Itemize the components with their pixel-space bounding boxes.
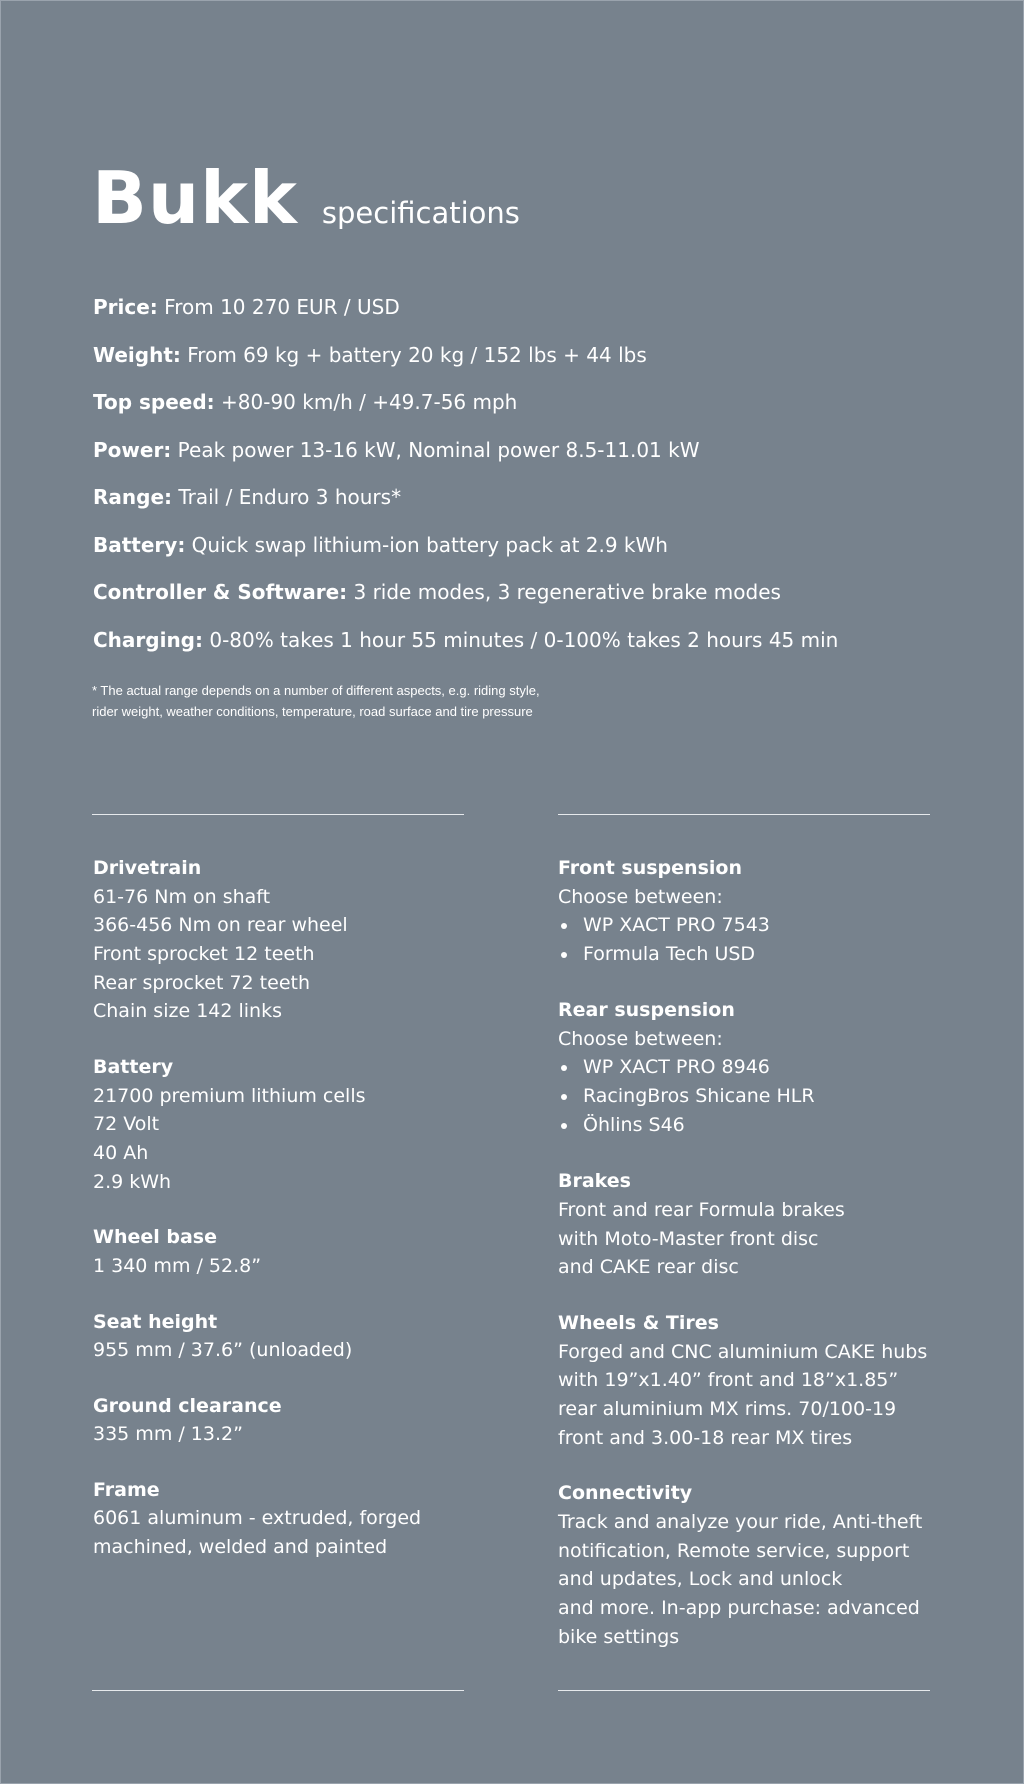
spec-charging [93, 625, 973, 673]
block-line: 2.9 kWh [93, 1170, 172, 1193]
spec-power [93, 435, 973, 483]
rear-suspension-block [558, 996, 958, 1140]
wheel-base-block [93, 1223, 493, 1280]
battery-block [93, 1053, 493, 1196]
block-line: 6061 aluminum - extruded, forged [93, 1507, 422, 1530]
ground-clearance-block [93, 1392, 493, 1449]
block-title: Drivetrain [93, 857, 202, 879]
wheels-tires-block [558, 1309, 958, 1452]
block-line: Front and rear Formula brakes [558, 1198, 845, 1221]
block-line: 72 Volt [93, 1113, 160, 1136]
block-title: Seat height [93, 1310, 218, 1333]
front-suspension-block [558, 854, 958, 969]
spec-weight [93, 340, 973, 388]
spec-top-speed [93, 387, 973, 435]
block-line: Chain size 142 links [93, 1000, 282, 1023]
frame-block [93, 1476, 493, 1562]
block-title: Battery [93, 1056, 174, 1079]
block-line: and more. In-app purchase: advanced [558, 1596, 920, 1619]
block-title: Wheel base [93, 1226, 218, 1249]
block-title: Frame [93, 1478, 160, 1501]
spec-label: Price: [93, 295, 158, 319]
seat-height-block [93, 1308, 493, 1365]
option-item: Formula Tech USD [558, 940, 958, 969]
spec-label: Charging: [93, 627, 203, 652]
spec-value: 3 ride modes, 3 regenerative brake modes [347, 580, 781, 604]
footnote-line: * The actual range depends on a number of different aspects, e.g. riding style, [92, 683, 540, 698]
spec-label: Top speed: [93, 390, 215, 414]
spec-range [93, 482, 973, 530]
block-line: Front sprocket 12 teeth [93, 942, 315, 965]
page-title: Bukk [92, 156, 298, 240]
divider-bottom-left [92, 1690, 464, 1691]
spec-value: Trail / Enduro 3 hours* [172, 485, 402, 509]
option-item: WP XACT PRO 7543 [558, 911, 958, 940]
connectivity-block [558, 1479, 958, 1651]
spec-label: Range: [93, 485, 173, 509]
block-line: notification, Remote service, support [558, 1539, 910, 1562]
spec-label: Controller & Software: [93, 580, 348, 604]
option-item: WP XACT PRO 8946 [558, 1053, 958, 1082]
block-line: and CAKE rear disc [558, 1256, 739, 1279]
footnote-line: rider weight, weather conditions, temperature, road surface and tire pressure [92, 704, 533, 719]
spec-value: Quick swap lithium-ion battery pack at 2.9 kWh [185, 532, 668, 557]
block-line: 61-76 Nm on shaft [93, 885, 271, 908]
block-line: 21700 premium lithium cells [93, 1084, 366, 1107]
option-list [558, 911, 958, 969]
left-spec-column [93, 854, 493, 1589]
spec-value: From 10 270 EUR / USD [157, 295, 400, 319]
spec-controller-software [93, 577, 973, 625]
block-title: Rear suspension [558, 999, 735, 1022]
block-line: Forged and CNC aluminium CAKE hubs [558, 1340, 928, 1363]
spec-value: Peak power 13-16 kW, Nominal power 8.5-11.01 kW [171, 437, 700, 462]
option-list [558, 1053, 958, 1140]
block-line: Rear sprocket 72 teeth [93, 971, 310, 994]
spec-label: Battery: [93, 532, 186, 557]
block-line: front and 3.00-18 rear MX tires [558, 1426, 853, 1449]
block-line: rear aluminium MX rims. 70/100-19 [558, 1397, 897, 1420]
block-line: Track and analyze your ride, Anti-theft [558, 1510, 923, 1533]
block-title: Front suspension [558, 857, 742, 879]
block-line: Choose between: [558, 1027, 723, 1050]
block-line: 335 mm / 13.2” [93, 1423, 243, 1446]
block-line: 1 340 mm / 52.8” [93, 1254, 262, 1277]
spec-value: 0-80% takes 1 hour 55 minutes / 0-100% takes 2 hours 45 min [203, 627, 839, 652]
block-line: and updates, Lock and unlock [558, 1568, 843, 1591]
spec-battery [93, 530, 973, 578]
spec-price [93, 292, 973, 340]
block-title: Brakes [558, 1170, 631, 1193]
range-footnote [92, 680, 692, 722]
block-title: Ground clearance [93, 1394, 282, 1417]
block-line: with 19”x1.40” front and 18”x1.85” [558, 1369, 899, 1392]
brakes-block [558, 1167, 958, 1282]
block-line: machined, welded and painted [93, 1536, 388, 1559]
page-subtitle: specifications [321, 196, 520, 230]
spec-value: From 69 kg + battery 20 kg / 152 lbs + 44 lbs [180, 342, 647, 367]
spec-label: Power: [93, 437, 172, 462]
block-line: 40 Ah [93, 1141, 149, 1164]
right-spec-column [558, 854, 958, 1678]
spec-label: Weight: [93, 342, 181, 367]
block-title: Wheels & Tires [558, 1312, 719, 1335]
drivetrain-block [93, 854, 493, 1026]
divider-bottom-right [558, 1690, 930, 1691]
spec-list [93, 292, 973, 672]
block-line: Choose between: [558, 885, 723, 908]
block-line: 366-456 Nm on rear wheel [93, 914, 348, 937]
block-title: Connectivity [558, 1482, 693, 1505]
option-item: RacingBros Shicane HLR [558, 1082, 958, 1111]
option-item: Öhlins S46 [558, 1111, 958, 1140]
divider-top-left [92, 814, 464, 815]
header [92, 156, 520, 240]
block-line: with Moto-Master front disc [558, 1227, 819, 1250]
spec-value: +80-90 km/h / +49.7-56 mph [214, 390, 518, 414]
divider-top-right [558, 814, 930, 815]
block-line: 955 mm / 37.6” (unloaded) [93, 1339, 353, 1362]
block-line: bike settings [558, 1625, 680, 1648]
